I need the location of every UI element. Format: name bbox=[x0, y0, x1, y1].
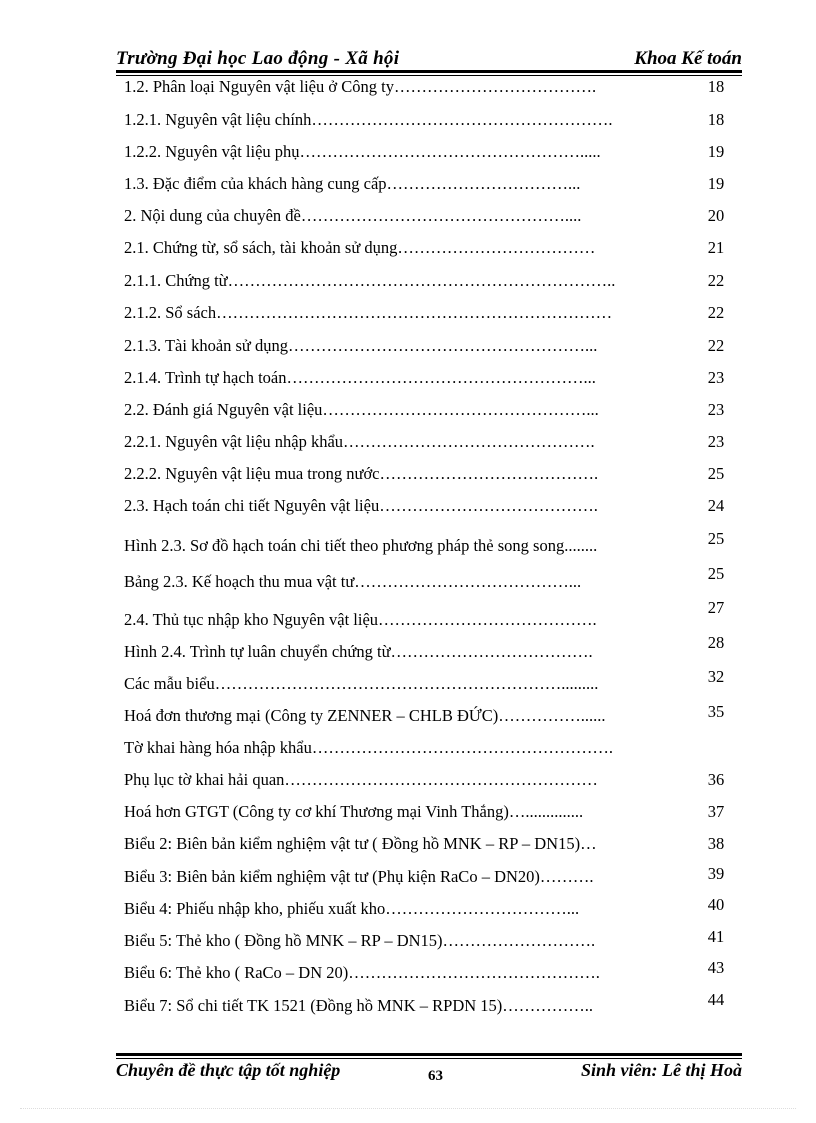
toc-entry: 2.2. Đánh giá Nguyên vật liệu…………………………………………... bbox=[124, 400, 599, 419]
toc-entry: Biểu 3: Biên bản kiểm nghiệm vật tư (Phụ kiện RaCo – DN20)………. bbox=[124, 867, 594, 886]
bottom-dotted-divider bbox=[20, 1108, 796, 1109]
toc-page-number: 18 bbox=[707, 77, 725, 96]
toc-page-number: 18 bbox=[707, 110, 725, 129]
toc-page-number: 23 bbox=[707, 368, 725, 387]
toc-entry: 2.3. Hạch toán chi tiết Nguyên vật liệu…………………………………. bbox=[124, 496, 598, 515]
toc-entry: Phụ lục tờ khai hải quan………………………………………………… bbox=[124, 770, 598, 789]
toc-page-number: 23 bbox=[707, 400, 725, 419]
toc-page-number: 32 bbox=[707, 667, 725, 686]
header-faculty: Khoa Kế toán bbox=[634, 48, 742, 69]
toc-entry: 2.1. Chứng từ, sổ sách, tài khoản sử dụng……………………………… bbox=[124, 238, 596, 257]
toc-page-number: 25 bbox=[707, 464, 725, 483]
footer-rule-thin bbox=[116, 1058, 742, 1059]
toc-entry: Hoá đơn thương mại (Công ty ZENNER – CHLB ĐỨC)……………...... bbox=[124, 706, 606, 725]
toc-entry: Biểu 5: Thẻ kho ( Đồng hồ MNK – RP – DN15)………………………. bbox=[124, 931, 596, 950]
toc-entry: 2.2.1. Nguyên vật liệu nhập khẩu………………………………………. bbox=[124, 432, 595, 451]
toc-page-number: 37 bbox=[707, 802, 725, 821]
page-footer bbox=[116, 1060, 742, 1086]
toc-page-number: 25 bbox=[707, 564, 725, 583]
footer-student-name: Sinh viên: Lê thị Hoà bbox=[580, 1060, 742, 1080]
toc-entry: 2.1.1. Chứng từ…………………………………………………………….. bbox=[124, 271, 616, 290]
toc-entry: Tờ khai hàng hóa nhập khẩu………………………………………………. bbox=[124, 738, 614, 757]
toc-page-number: 22 bbox=[707, 303, 725, 322]
toc-entry: 2.2.2. Nguyên vật liệu mua trong nước…………………………………. bbox=[124, 464, 599, 483]
toc-page-number: 21 bbox=[707, 238, 725, 257]
toc-page-number: 40 bbox=[707, 895, 725, 914]
toc-entry: Bảng 2.3. Kế hoạch thu mua vật tư…………………………………... bbox=[124, 572, 582, 591]
footer-rule-thick bbox=[116, 1053, 742, 1056]
toc-page-number: 22 bbox=[707, 271, 725, 290]
toc-page-number: 19 bbox=[707, 142, 725, 161]
toc-entry: 2.1.2. Sổ sách……………………………………………………………… bbox=[124, 303, 613, 322]
toc-page-number: 25 bbox=[707, 529, 725, 548]
toc-page-number: 27 bbox=[707, 598, 725, 617]
toc-entry: Biểu 6: Thẻ kho ( RaCo – DN 20)………………………………………. bbox=[124, 963, 600, 982]
toc-page-number: 41 bbox=[707, 927, 725, 946]
toc-page-number: 24 bbox=[707, 496, 725, 515]
toc-entry: Biểu 7: Sổ chi tiết TK 1521 (Đồng hồ MNK – RPDN 15)…………….. bbox=[124, 996, 594, 1015]
toc-entry: 1.2.2. Nguyên vật liệu phụ……………………………………………..... bbox=[124, 142, 601, 161]
toc-entry: 2. Nội dung của chuyên đề………………………………………….... bbox=[124, 206, 582, 225]
toc-entry: Biểu 4: Phiếu nhập kho, phiếu xuất kho……………………………... bbox=[124, 899, 580, 918]
toc-page-number: 22 bbox=[707, 336, 725, 355]
toc-page-number: 23 bbox=[707, 432, 725, 451]
toc-entry: Hoá hơn GTGT (Công ty cơ khí Thương mại Vinh Thắng)….............. bbox=[124, 802, 584, 821]
toc-entry: 2.1.4. Trình tự hạch toán………………………………………………... bbox=[124, 368, 596, 387]
toc-entry: 2.1.3. Tài khoản sử dụng………………………………………………... bbox=[124, 336, 598, 355]
toc-page-number: 39 bbox=[707, 864, 725, 883]
toc-entry: Biểu 2: Biên bản kiểm nghiệm vật tư ( Đồng hồ MNK – RP – DN15)… bbox=[124, 834, 597, 853]
toc-page-number: 28 bbox=[707, 633, 725, 652]
toc-page-number: 44 bbox=[707, 990, 725, 1009]
toc-entry: 1.2.1. Nguyên vật liệu chính………………………………………………. bbox=[124, 110, 613, 129]
footer-report-title: Chuyên đề thực tập tốt nghiệp bbox=[116, 1060, 341, 1080]
toc-entry: 1.3. Đặc điểm của khách hàng cung cấp……………………………... bbox=[124, 174, 581, 193]
toc-page-number: 38 bbox=[707, 834, 725, 853]
header-school: Trường Đại học Lao động - Xã hội bbox=[116, 48, 400, 69]
toc-page-number: 20 bbox=[707, 206, 725, 225]
footer-page-number: 63 bbox=[428, 1068, 443, 1084]
toc-entry: 1.2. Phân loại Nguyên vật liệu ở Công ty………………………………. bbox=[124, 77, 597, 96]
toc-page-number: 35 bbox=[707, 702, 725, 721]
toc-page-number bbox=[700, 737, 732, 759]
toc-entry: Hình 2.3. Sơ đồ hạch toán chi tiết theo phương pháp thẻ song song........ bbox=[124, 536, 598, 555]
toc-entry: Hình 2.4. Trình tự luân chuyển chứng từ………………………………. bbox=[124, 642, 593, 661]
toc-page-number: 19 bbox=[707, 174, 725, 193]
toc-entry: Các mẫu biểu………………………………………………………......... bbox=[124, 674, 599, 693]
toc-entry: 2.4. Thủ tục nhập kho Nguyên vật liệu…………………………………. bbox=[124, 610, 597, 629]
toc-page-number: 43 bbox=[707, 958, 725, 977]
toc-page-number: 36 bbox=[707, 770, 725, 789]
